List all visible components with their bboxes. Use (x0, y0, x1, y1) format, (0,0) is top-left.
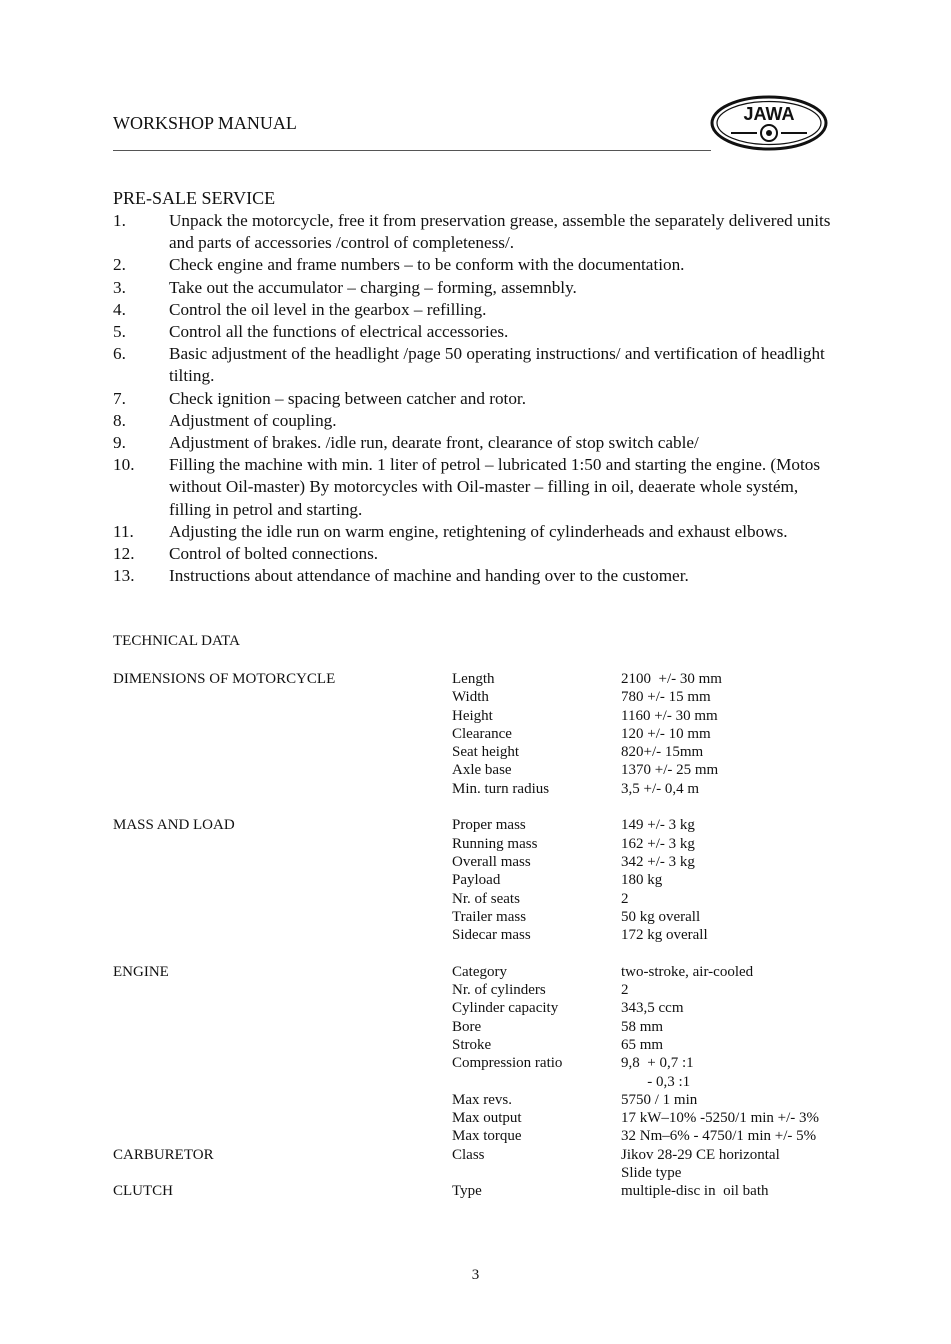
tech-label: Overall mass (452, 853, 531, 870)
tech-row (113, 853, 819, 871)
tech-label: Type (452, 1183, 482, 1200)
step-item (113, 277, 838, 299)
tech-group (113, 816, 819, 944)
tech-label: Max torque (452, 1128, 522, 1145)
tech-value: 32 Nm–6% - 4750/1 min +/- 5% (621, 1128, 817, 1145)
step-text: Unpack the motorcycle, free it from preservation grease, assemble the separately delivered units and parts of accessories /control of completeness/. (169, 211, 831, 253)
tech-group-name (113, 981, 452, 999)
tech-group (113, 670, 819, 798)
tech-group-name (113, 743, 452, 761)
step-item (113, 565, 838, 587)
tech-label: Clearance (452, 725, 512, 742)
tech-group-name (113, 999, 452, 1017)
tech-group-name (113, 926, 452, 944)
step-number: 7. (113, 388, 126, 408)
tech-group-name: DIMENSIONS OF MOTORCYCLE (113, 671, 336, 687)
tech-row (113, 780, 819, 798)
tech-value: 2 (621, 982, 629, 999)
tech-group-name (113, 890, 452, 908)
tech-group-name (113, 1073, 452, 1091)
tech-row (113, 1054, 819, 1072)
tech-group-name (113, 761, 452, 779)
step-text: Check engine and frame numbers – to be conform with the documentation. (169, 255, 685, 275)
step-item (113, 388, 838, 410)
step-number: 4. (113, 299, 126, 319)
step-item (113, 254, 838, 276)
tech-row (113, 981, 819, 999)
tech-value: 50 kg overall (621, 908, 701, 925)
tech-row (113, 1127, 819, 1145)
step-item (113, 210, 838, 254)
tech-row (113, 670, 819, 688)
tech-group-name (113, 688, 452, 706)
tech-value: - 0,3 :1 (621, 1073, 691, 1090)
tech-group (113, 963, 819, 1146)
tech-label (452, 1164, 621, 1182)
tech-value: 2100 +/- 30 mm (621, 671, 722, 687)
tech-value: 1370 +/- 25 mm (621, 762, 719, 779)
tech-label: Compression ratio (452, 1055, 563, 1072)
tech-row (113, 1091, 819, 1109)
tech-row (113, 1182, 819, 1200)
step-text: Control the oil level in the gearbox – refilling. (169, 299, 487, 319)
tech-row (113, 1073, 819, 1091)
technical-data-table (113, 670, 819, 1201)
step-item (113, 521, 838, 543)
tech-value: 2 (621, 890, 629, 907)
tech-row (113, 688, 819, 706)
tech-group-name: CLUTCH (113, 1183, 173, 1200)
pre-sale-title: PRE-SALE SERVICE (113, 188, 276, 208)
tech-row (113, 835, 819, 853)
tech-label: Min. turn radius (452, 780, 550, 797)
tech-value: 820+/- 15mm (621, 744, 704, 761)
step-text: Filling the machine with min. 1 liter of petrol – lubricated 1:50 and starting the engine. (Motos without Oil-master) By motorcycles with Oil-master – filling in oil, deaerate whole systém, filling in petrol and starting. (169, 455, 821, 519)
tech-value: Jikov 28-29 CE horizontal (621, 1146, 780, 1163)
tech-value: 780 +/- 15 mm (621, 689, 711, 706)
pre-sale-steps (113, 210, 838, 587)
tech-value: Slide type (621, 1165, 682, 1182)
tech-value: multiple-disc in oil bath (621, 1183, 769, 1200)
tech-row (113, 999, 819, 1017)
header-title: WORKSHOP MANUAL (113, 113, 297, 133)
tech-value: 17 kW–10% -5250/1 min +/- 3% (621, 1110, 820, 1127)
step-number: 1. (113, 211, 126, 230)
tech-label: Running mass (452, 835, 538, 852)
tech-label: Sidecar mass (452, 927, 531, 944)
tech-row (113, 871, 819, 889)
tech-row (113, 1018, 819, 1036)
step-text: Adjustment of coupling. (169, 410, 337, 430)
tech-label: Payload (452, 872, 501, 889)
tech-label: Max output (452, 1110, 522, 1127)
step-text: Adjusting the idle run on warm engine, retightening of cylinderheads and exhaust elbows. (169, 521, 788, 541)
tech-group-name (113, 1036, 452, 1054)
tech-group-name (113, 853, 452, 871)
tech-row (113, 908, 819, 926)
step-text: Control of bolted connections. (169, 544, 379, 564)
tech-label: Max revs. (452, 1091, 512, 1108)
step-number: 2. (113, 255, 126, 275)
tech-value: 172 kg overall (621, 927, 708, 944)
tech-label: Nr. of cylinders (452, 982, 546, 999)
step-text: Basic adjustment of the headlight /page 50 operating instructions/ and vertification of headlight tilting. (169, 344, 825, 386)
tech-group-name (113, 908, 452, 926)
tech-row (113, 1036, 819, 1054)
tech-row (113, 890, 819, 908)
tech-label: Length (452, 671, 495, 687)
tech-value: 149 +/- 3 kg (621, 817, 695, 834)
tech-row (113, 725, 819, 743)
tech-group-name (113, 835, 452, 853)
tech-value: 120 +/- 10 mm (621, 725, 711, 742)
tech-value: 5750 / 1 min (621, 1091, 698, 1108)
step-number: 12. (113, 544, 135, 564)
page-number: 3 (471, 1267, 480, 1283)
tech-row (113, 761, 819, 779)
tech-group-name (113, 871, 452, 889)
tech-group-name (113, 725, 452, 743)
tech-value: 65 mm (621, 1036, 664, 1053)
tech-group-name: CARBURETOR (113, 1146, 214, 1163)
tech-label (452, 1073, 621, 1091)
tech-row (113, 816, 819, 834)
tech-group-name (113, 707, 452, 725)
tech-label: Class (452, 1146, 485, 1163)
tech-value: 58 mm (621, 1018, 664, 1035)
tech-group-name (113, 1054, 452, 1072)
tech-label: Width (452, 689, 489, 706)
tech-group-name: ENGINE (113, 963, 169, 980)
tech-value: 342 +/- 3 kg (621, 853, 695, 870)
tech-label: Seat height (452, 744, 520, 761)
tech-group-name (113, 1164, 452, 1182)
step-item (113, 343, 838, 387)
step-text: Instructions about attendance of machine and handing over to the customer. (169, 566, 689, 586)
tech-label: Cylinder capacity (452, 1000, 559, 1017)
tech-value: 3,5 +/- 0,4 m (621, 780, 700, 797)
tech-group-name (113, 1109, 452, 1127)
step-number: 13. (113, 566, 135, 586)
tech-row (113, 1164, 819, 1182)
tech-row (113, 963, 819, 981)
tech-group-name (113, 1091, 452, 1109)
step-item (113, 410, 838, 432)
step-number: 10. (113, 455, 135, 475)
tech-group-name (113, 1018, 452, 1036)
tech-row (113, 743, 819, 761)
step-text: Adjustment of brakes. /idle run, dearate front, clearance of stop switch cable/ (169, 433, 699, 453)
tech-group (113, 1146, 819, 1183)
tech-row (113, 926, 819, 944)
step-number: 11. (113, 521, 134, 541)
tech-label: Proper mass (452, 817, 526, 834)
tech-row (113, 707, 819, 725)
tech-group-name (113, 1127, 452, 1145)
tech-value: 162 +/- 3 kg (621, 835, 695, 852)
tech-value: two-stroke, air-cooled (621, 963, 754, 980)
svg-text:JAWA: JAWA (743, 104, 795, 124)
header-rule (113, 150, 711, 151)
jawa-logo (709, 94, 829, 152)
tech-value: 343,5 ccm (621, 1000, 684, 1017)
step-number: 8. (113, 410, 126, 430)
step-text: Check ignition – spacing between catcher and rotor. (169, 388, 527, 408)
step-number: 3. (113, 277, 126, 297)
technical-data-title: TECHNICAL DATA (113, 633, 240, 649)
step-number: 9. (113, 433, 126, 453)
tech-row (113, 1146, 819, 1164)
tech-label: Category (452, 963, 507, 980)
step-number: 5. (113, 322, 126, 342)
tech-group-name: MASS AND LOAD (113, 817, 235, 834)
step-item (113, 299, 838, 321)
step-item (113, 432, 838, 454)
step-item (113, 454, 838, 521)
tech-row (113, 1109, 819, 1127)
tech-label: Bore (452, 1018, 482, 1035)
tech-group-name (113, 780, 452, 798)
tech-group (113, 1182, 819, 1200)
tech-label: Height (452, 707, 493, 724)
tech-value: 180 kg (621, 872, 663, 889)
tech-label: Stroke (452, 1036, 492, 1053)
tech-label: Nr. of seats (452, 890, 520, 907)
step-item (113, 543, 838, 565)
tech-label: Trailer mass (452, 908, 527, 925)
step-item (113, 321, 838, 343)
step-text: Take out the accumulator – charging – forming, assemnbly. (169, 277, 577, 297)
step-text: Control all the functions of electrical accessories. (169, 322, 509, 342)
tech-value: 9,8 + 0,7 :1 (621, 1055, 694, 1072)
tech-label: Axle base (452, 762, 512, 779)
tech-value: 1160 +/- 30 mm (621, 707, 718, 724)
step-number: 6. (113, 344, 126, 364)
